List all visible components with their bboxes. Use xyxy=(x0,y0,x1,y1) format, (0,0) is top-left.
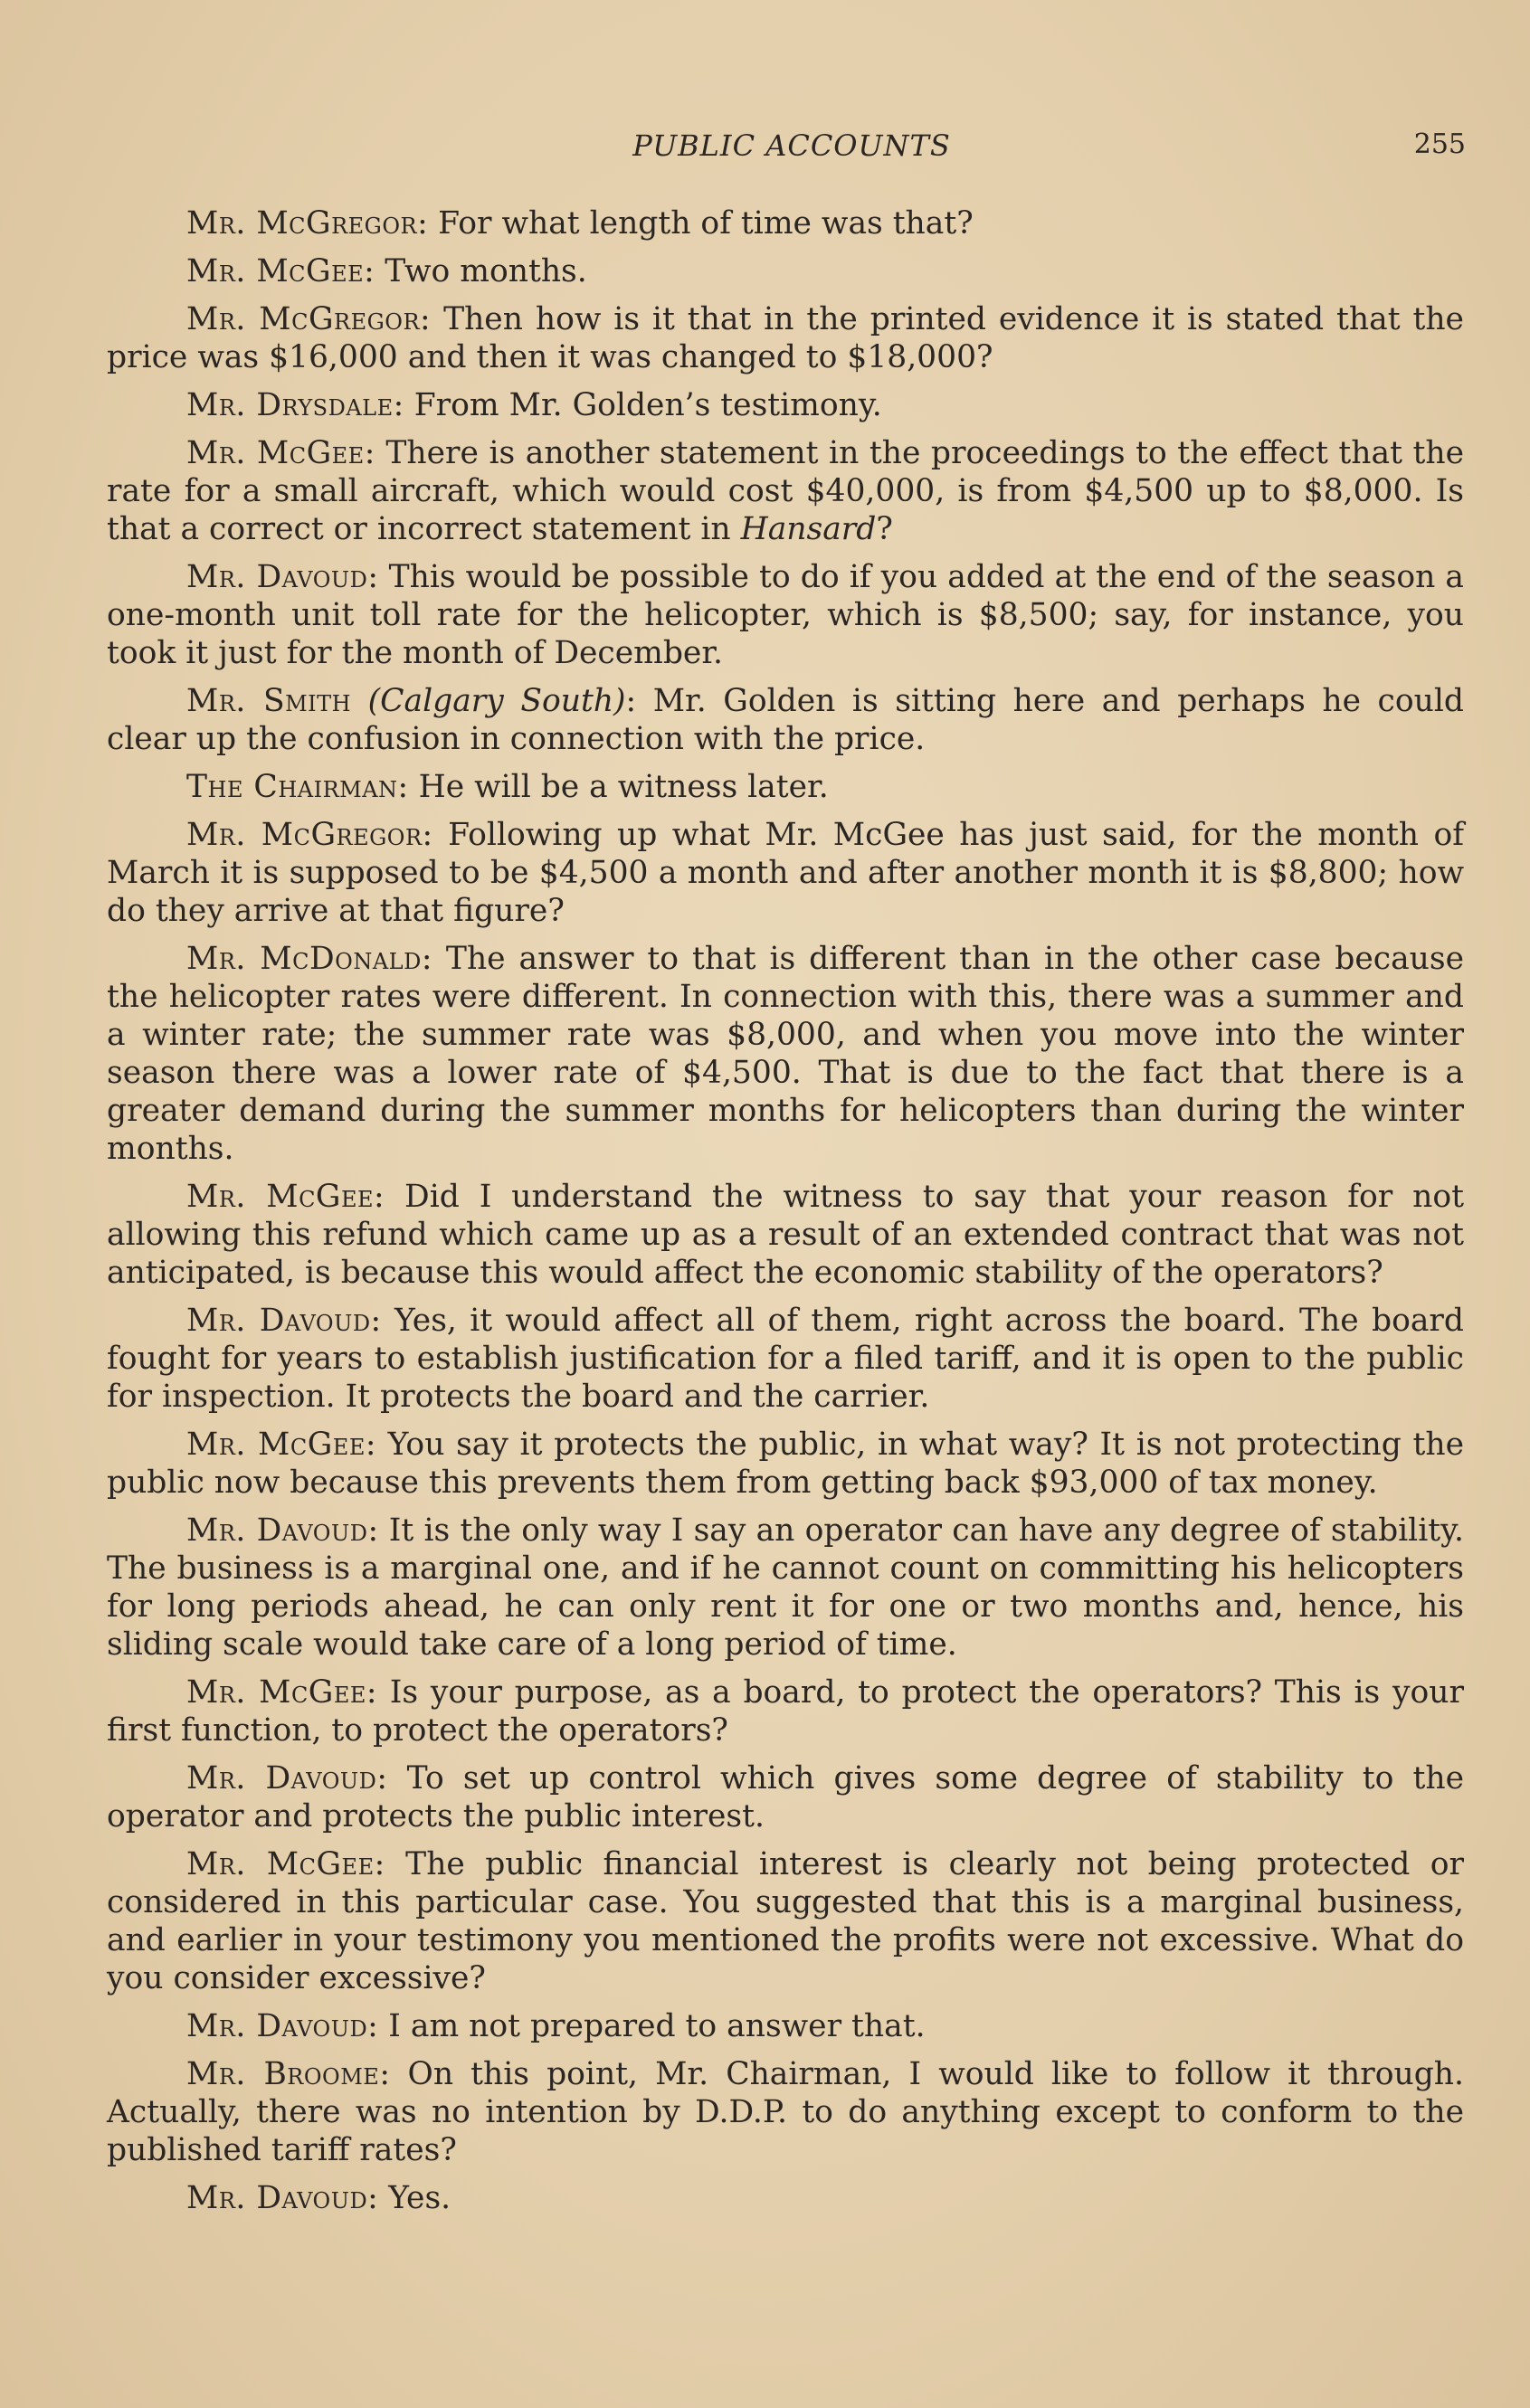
speaker-name: Mr. Davoud: xyxy=(186,2180,379,2216)
transcript-body xyxy=(107,204,1464,2227)
paragraph xyxy=(107,940,1464,1168)
paragraph-text: The public financial interest is clearly not being protected or considered in this particular case. You suggested that this is a marginal business, and earlier in your testimony you mentioned the profits were not excessive. What do you consider excessive? xyxy=(107,1846,1465,1996)
paragraph-text: : Mr. Golden is sitting here and perhaps he could clear up the confusion in connection with the price. xyxy=(107,683,1464,757)
paragraph xyxy=(107,816,1464,930)
speaker-name: Mr. Broome: xyxy=(186,2056,391,2092)
speaker-name: Mr. McGregor: xyxy=(186,301,432,337)
paragraph-text: I am not prepared to answer that. xyxy=(378,2008,926,2044)
paragraph xyxy=(107,2055,1464,2169)
paragraph-text: Then how is it that in the printed evidence it is stated that the price was $16,000 and then it was changed to $18,000? xyxy=(107,301,1464,375)
speaker-name: Mr. Davoud: xyxy=(186,1760,388,1797)
speaker-name: The Chairman: xyxy=(186,769,409,805)
paragraph-text: There is another statement in the proceedings to the effect that the rate for a small aircraft, which would cost $40,000, is from $4,500 up to $8,000. Is that a correct or incorrect statement in xyxy=(107,435,1464,547)
paragraph-text: He will be a witness later. xyxy=(408,769,829,805)
speaker-name: Mr. McGregor: xyxy=(186,205,429,242)
paragraph-text: This would be possible to do if you added at the end of the season a one-month unit toll rate for the helicopter, which is $8,500; say, for instance, you took it just for the month of December. xyxy=(107,559,1464,671)
paragraph-text: It is the only way I say an operator can have any degree of stability. The business is a marginal one, and if he cannot count on committing his helicopters for long periods ahead, he can only rent it for one or two months and, hence, his sliding scale would take care of a long period of time. xyxy=(107,1512,1464,1663)
paragraph xyxy=(107,434,1464,548)
paragraph xyxy=(107,768,1464,806)
paragraph xyxy=(107,1673,1464,1749)
speaker-name: Mr. Davoud: xyxy=(186,1303,382,1339)
paragraph-text: Yes, it would affect all of them, right across the board. The board fought for years to establish justification for a filed tariff, and it is open to the public for inspection. It protects the board and the carrier. xyxy=(107,1303,1464,1415)
speaker-name: Mr. Smith xyxy=(186,683,352,719)
paragraph-text: Two months. xyxy=(375,253,587,289)
paragraph xyxy=(107,1302,1464,1416)
speaker-name: Mr. McGee: xyxy=(186,1674,378,1711)
speaker-name: Mr. McDonald: xyxy=(186,941,432,977)
italic-text: Hansard xyxy=(740,511,877,547)
speaker-name: Mr. McGee: xyxy=(186,1427,376,1463)
paragraph xyxy=(107,1845,1464,1997)
speaker-name: Mr. Davoud: xyxy=(186,559,379,595)
paragraph xyxy=(107,2179,1464,2217)
speaker-name: Mr. Drysdale: xyxy=(186,387,404,423)
paragraph xyxy=(107,1512,1464,1664)
paragraph xyxy=(107,2007,1464,2045)
paragraph xyxy=(107,1759,1464,1835)
speaker-name: Mr. McGee: xyxy=(186,435,375,471)
paragraph-text: On this point, Mr. Chairman, I would like to follow it through. Actually, there was no intention by D.D.P. to do anything except to conform to the published tariff rates? xyxy=(107,2056,1464,2168)
speaker-name: Mr. McGee: xyxy=(186,1846,385,1882)
speaker-riding: (Calgary South) xyxy=(367,683,626,719)
paragraph-text: Did I understand the witness to say that your reason for not allowing this refund which came up as a result of an extended contract that was not anticipated, is because this would affect the economic stability of the operators? xyxy=(107,1179,1464,1291)
paragraph-text: To set up control which gives some degree of stability to the operator and protects the public interest. xyxy=(107,1760,1464,1834)
paragraph xyxy=(107,558,1464,672)
paragraph-text: Is your purpose, as a board, to protect the operators? This is your first function, to protect the operators? xyxy=(107,1674,1464,1749)
speaker-name: Mr. McGee: xyxy=(186,1179,385,1215)
paragraph-text-end: ? xyxy=(876,511,893,547)
paragraph-text: You say it protects the public, in what way? It is not protecting the public now because this prevents them from getting back $93,000 of tax money. xyxy=(107,1427,1464,1501)
speaker-name: Mr. McGregor: xyxy=(186,817,433,853)
paragraph xyxy=(107,204,1464,242)
paragraph xyxy=(107,682,1464,758)
running-header xyxy=(118,128,1466,174)
paragraph xyxy=(107,386,1464,424)
page-number: 255 xyxy=(1413,128,1466,160)
header-title: PUBLIC ACCOUNTS xyxy=(632,128,951,163)
paragraph xyxy=(107,1426,1464,1502)
paragraph-text: For what length of time was that? xyxy=(428,205,974,242)
paragraph xyxy=(107,300,1464,376)
speaker-name: Mr. Davoud: xyxy=(186,1512,379,1549)
speaker-name: Mr. Davoud: xyxy=(186,2008,379,2044)
paragraph-text: Yes. xyxy=(378,2180,451,2216)
paragraph xyxy=(107,252,1464,290)
paragraph-text: The answer to that is different than in the other case because the helicopter rates were different. In connection with this, there was a summer and a winter rate; the summer rate was $8,000, and when you move into the winter season there was a lower rate of $4,500. That is due to the fact that there is a greater demand during the summer months for helicopters than during the winter months. xyxy=(107,941,1464,1167)
speaker-name: Mr. McGee: xyxy=(186,253,375,289)
paragraph xyxy=(107,1178,1464,1292)
paragraph-text: Following up what Mr. McGee has just said, for the month of March it is supposed to be $4,500 a month and after another month it is $8,800; how do they arrive at that figure? xyxy=(107,817,1464,929)
paragraph-text: From Mr. Golden’s testimony. xyxy=(404,387,882,423)
